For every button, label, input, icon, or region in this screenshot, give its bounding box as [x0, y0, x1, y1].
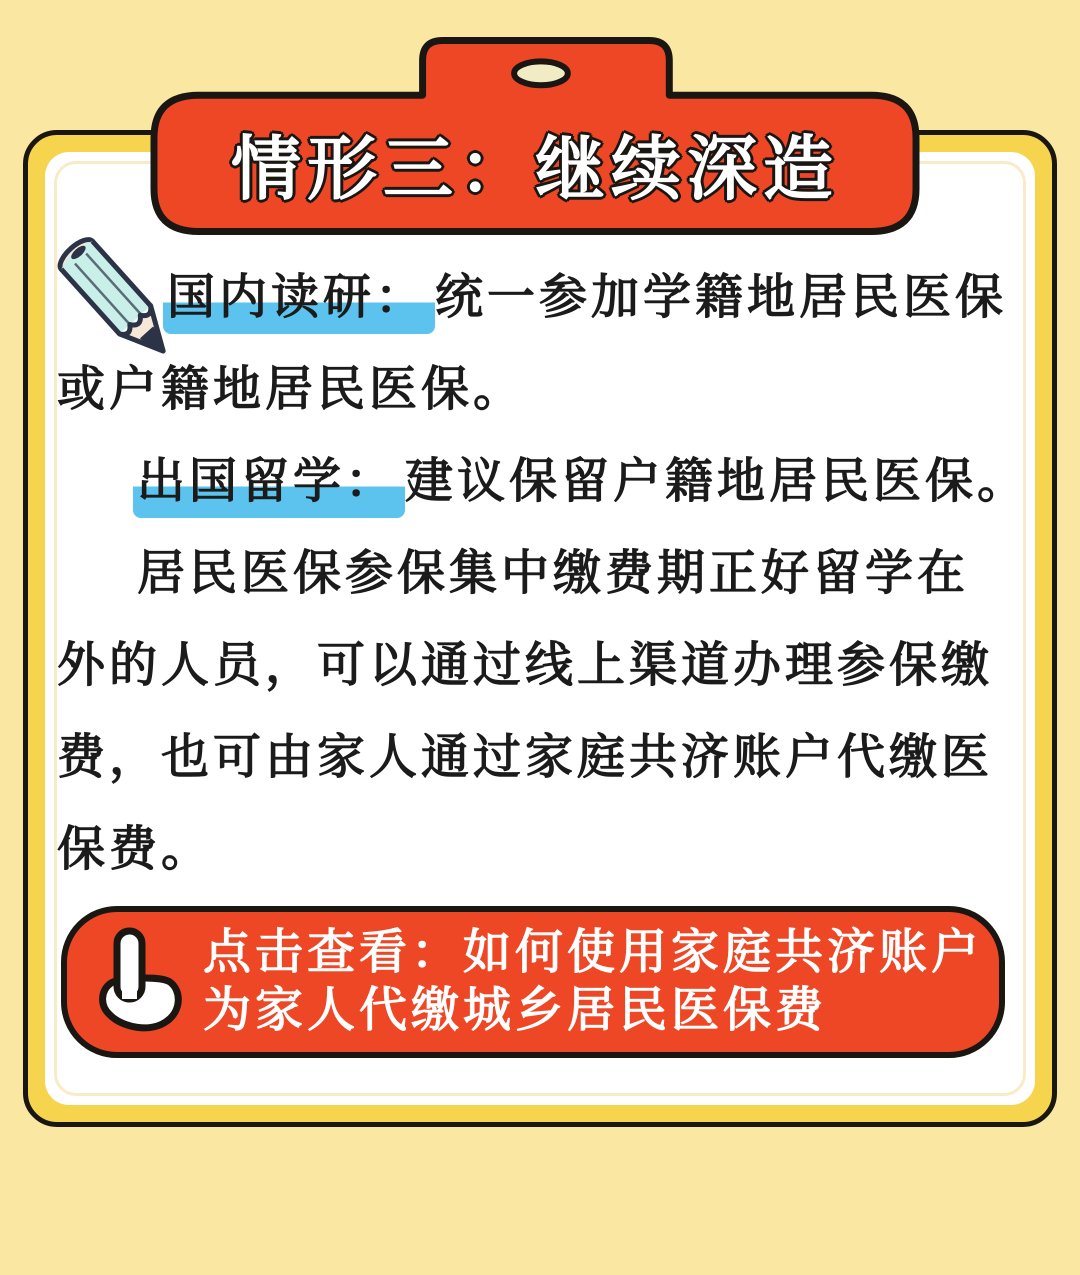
- highlight-domestic-study: 国内读研：: [163, 271, 435, 334]
- highlight-study-abroad: 出国留学：: [133, 455, 405, 518]
- cta-label-line1: 点击查看：如何使用家庭共济账户: [203, 926, 984, 979]
- cta-label-line2: 为家人代缴城乡居民医保费: [203, 984, 828, 1037]
- cta-button[interactable]: [61, 906, 1005, 1058]
- paragraph-payment: [57, 528, 1021, 896]
- text-run: 建议保留户籍地居民医保。: [405, 455, 1030, 508]
- content-card: [23, 130, 1057, 1127]
- text-line: 外的人员，可以通过线上渠道办理参保缴: [57, 639, 994, 692]
- body-text: [45, 152, 1035, 1058]
- paragraph-domestic: [57, 252, 1021, 436]
- section-banner: [152, 38, 918, 234]
- paragraph-abroad: [57, 436, 1030, 528]
- text-line: 保费。: [57, 823, 214, 876]
- text-line: 费，也可由家人通过家庭共济账户代缴医: [57, 731, 994, 784]
- cta-label: [203, 924, 983, 1040]
- text-line: [57, 436, 1030, 528]
- text-line: [57, 252, 1021, 344]
- text-run: 统一参加学籍地居民医保: [435, 271, 1008, 324]
- text-line: 或户籍地居民医保。: [57, 363, 526, 416]
- paragraphs: [57, 252, 1030, 896]
- content-card-inner: [45, 152, 1035, 1105]
- banner-handle-hole: [514, 61, 568, 85]
- pointing-hand-icon: [83, 923, 189, 1035]
- pencil-icon: [61, 240, 177, 372]
- banner-title: 情形三：继续深造: [231, 130, 839, 208]
- text-line: 居民医保参保集中缴费期正好留学在: [137, 547, 970, 600]
